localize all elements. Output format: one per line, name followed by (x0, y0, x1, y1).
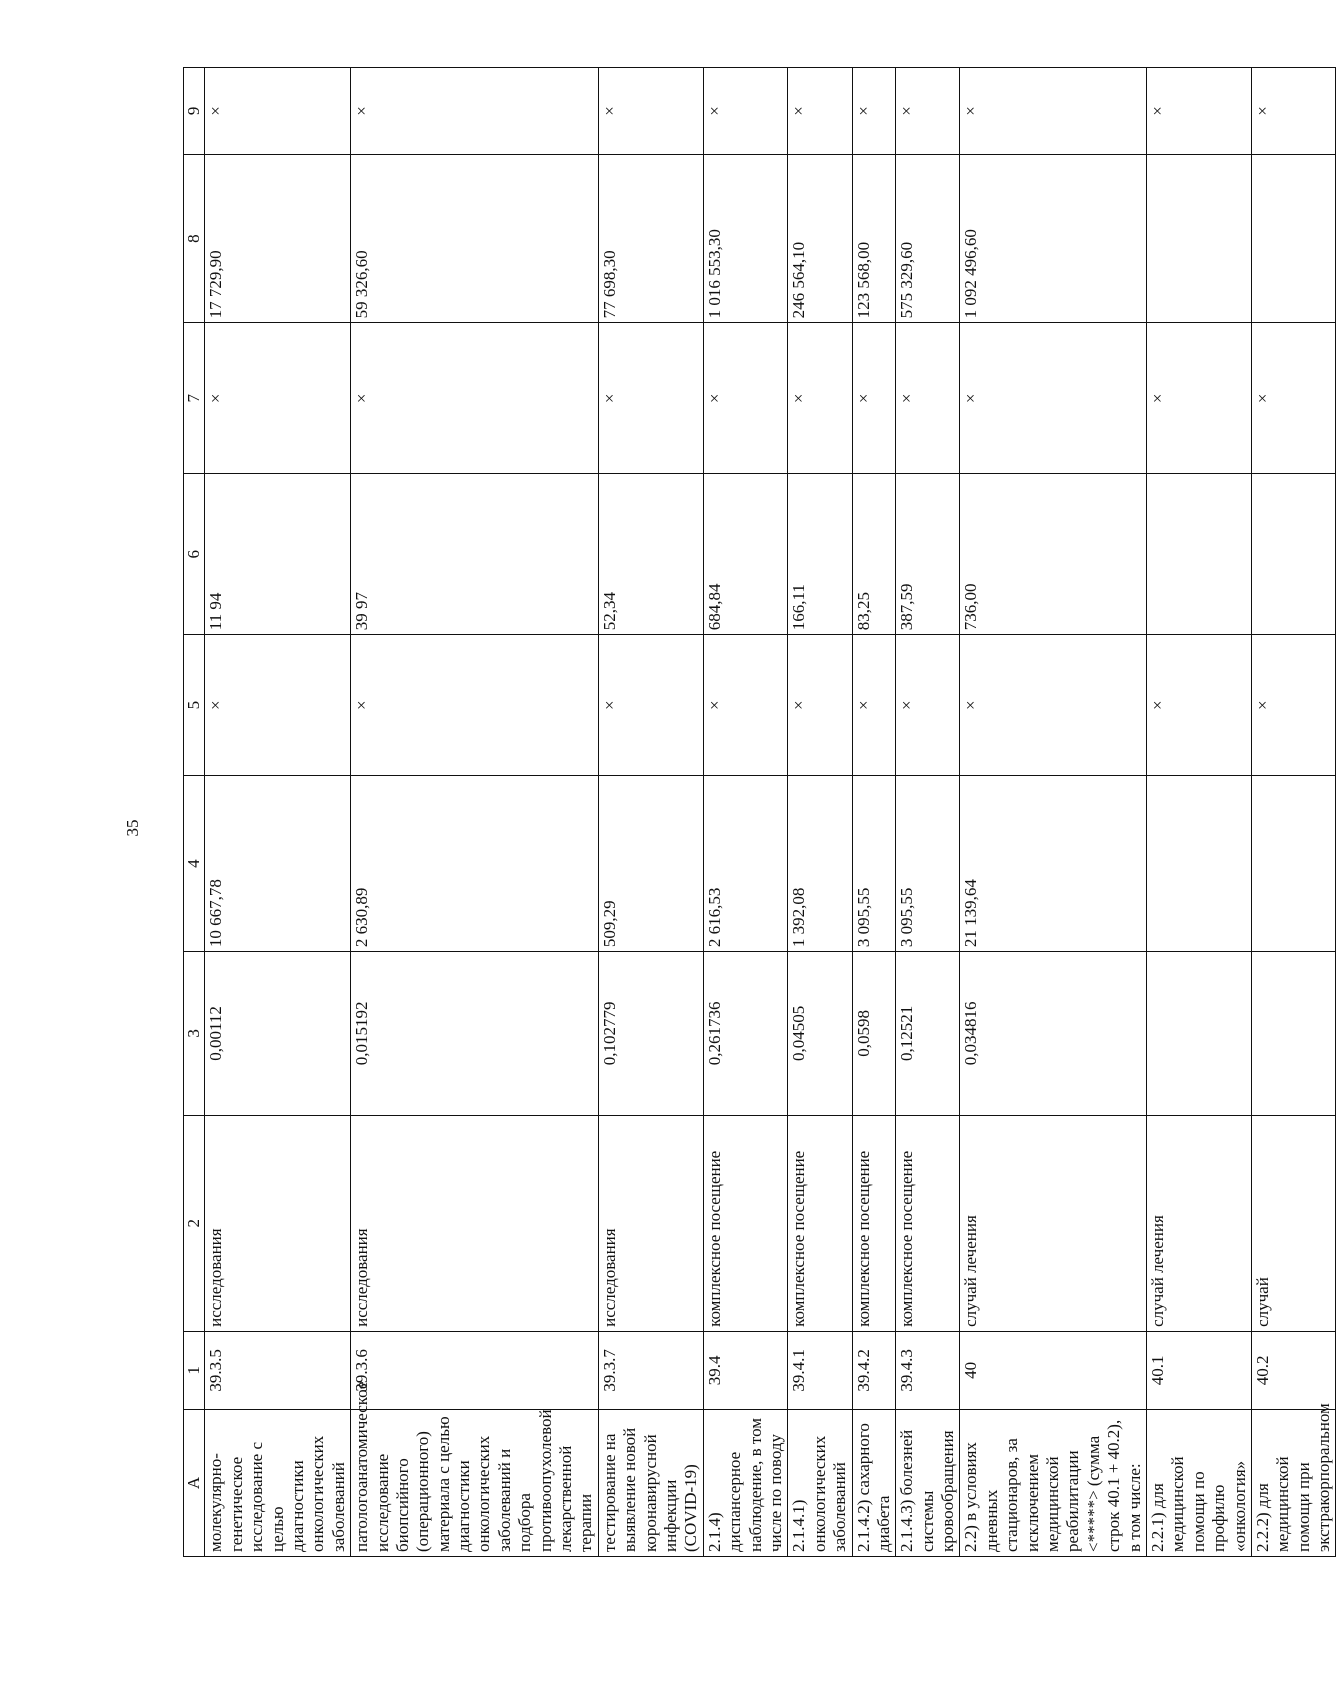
cell-c5: × (351, 635, 599, 776)
cell-a: патологоанатомическое исследование биопсийного (операционного) материала с целью диагностики онкологических заболеваний и подбора противоопухолевой лекарственной терапии (351, 1409, 599, 1556)
table-row (703, 68, 788, 1557)
cell-c1: 39.3.7 (598, 1331, 703, 1409)
cell-a: 2.1.4.1) онкологических заболеваний (788, 1409, 852, 1556)
cell-c3: 0,04505 (788, 952, 852, 1115)
cell-c4 (1146, 776, 1251, 952)
cell-c4: 10 667,78 (205, 776, 351, 952)
cell-a: молекулярно-генетическое исследование с целью диагностики онкологических заболеваний (205, 1409, 351, 1556)
cell-c1: 40 (960, 1331, 1147, 1409)
cell-c8: 246 564,10 (788, 154, 852, 323)
cell-a: 2.2.2) для медицинской помощи при экстракорпоральном (1251, 1409, 1336, 1556)
cell-c3: 0,12521 (896, 952, 960, 1115)
cell-a: 2.1.4) диспансерное наблюдение, в том числе по поводу (703, 1409, 788, 1556)
cell-c4: 3 095,55 (852, 776, 896, 952)
table-row (598, 68, 703, 1557)
cell-c4: 1 392,08 (788, 776, 852, 952)
header-row (184, 68, 205, 1557)
cell-c3: 0,0598 (852, 952, 896, 1115)
cell-c7: × (896, 323, 960, 474)
cell-a: 2.2) в условиях дневных стационаров, за исключением медицинской реабилитации <*****> (сумма строк 40.1 + 40.2), в том числе: (960, 1409, 1147, 1556)
cell-c6: 52,34 (598, 474, 703, 635)
column-header-4: 4 (184, 776, 205, 952)
cell-c8 (1251, 154, 1336, 323)
cell-c3: 0,102779 (598, 952, 703, 1115)
cell-c1: 39.4.3 (896, 1331, 960, 1409)
cell-c2: случай (1251, 1115, 1336, 1331)
cell-c6 (1251, 474, 1336, 635)
column-header-7: 7 (184, 323, 205, 474)
cell-a: 2.2.1) для медицинской помощи по профилю «онкология» (1146, 1409, 1251, 1556)
table-row (960, 68, 1147, 1557)
cell-c6: 11 94 (205, 474, 351, 635)
cell-c7: × (1146, 323, 1251, 474)
cell-c7: × (598, 323, 703, 474)
cell-c9: × (960, 68, 1147, 155)
cell-c3: 0,015192 (351, 952, 599, 1115)
cell-c7: × (852, 323, 896, 474)
table-row (852, 68, 896, 1557)
table-row (205, 68, 351, 1557)
cell-c6: 39 97 (351, 474, 599, 635)
cell-c3 (1251, 952, 1336, 1115)
cell-c2: комплексное посещение (703, 1115, 788, 1331)
cell-c7: × (1251, 323, 1336, 474)
cell-c9: × (852, 68, 896, 155)
column-header-9: 9 (184, 68, 205, 155)
cell-c8: 575 329,60 (896, 154, 960, 323)
cell-c9: × (703, 68, 788, 155)
cell-c5: × (788, 635, 852, 776)
table-row (896, 68, 960, 1557)
cell-c5: × (205, 635, 351, 776)
cell-c8: 59 326,60 (351, 154, 599, 323)
cell-c3 (1146, 952, 1251, 1115)
cell-c7: × (960, 323, 1147, 474)
column-header-8: 8 (184, 154, 205, 323)
cell-c2: исследования (598, 1115, 703, 1331)
cell-c5: × (1251, 635, 1336, 776)
cell-c9: × (788, 68, 852, 155)
column-header-2: 2 (184, 1115, 205, 1331)
cell-c3: 0,261736 (703, 952, 788, 1115)
cell-c4: 509,29 (598, 776, 703, 952)
cell-c2: исследования (351, 1115, 599, 1331)
cell-c6 (1146, 474, 1251, 635)
cell-c6: 387,59 (896, 474, 960, 635)
cell-c1: 40.2 (1251, 1331, 1336, 1409)
cell-c8: 1 092 496,60 (960, 154, 1147, 323)
cell-c1: 39.4.2 (852, 1331, 896, 1409)
column-header-6: 6 (184, 474, 205, 635)
cell-c2: комплексное посещение (852, 1115, 896, 1331)
cell-c5: × (896, 635, 960, 776)
cell-c7: × (788, 323, 852, 474)
cell-c2: исследования (205, 1115, 351, 1331)
cell-c8 (1146, 154, 1251, 323)
cell-c8: 77 698,30 (598, 154, 703, 323)
cell-c1: 39.4 (703, 1331, 788, 1409)
cell-c5: × (598, 635, 703, 776)
cell-c4: 2 630,89 (351, 776, 599, 952)
cell-c7: × (205, 323, 351, 474)
cell-c9: × (351, 68, 599, 155)
cell-c2: комплексное посещение (788, 1115, 852, 1331)
table-row (1251, 68, 1336, 1557)
column-header-3: 3 (184, 952, 205, 1115)
cell-c7: × (351, 323, 599, 474)
column-header-1: 1 (184, 1331, 205, 1409)
cell-c1: 39.3.6 (351, 1331, 599, 1409)
cell-c5: × (1146, 635, 1251, 776)
cell-c9: × (896, 68, 960, 155)
data-table (183, 67, 1336, 1557)
cell-c6: 684,84 (703, 474, 788, 635)
cell-c2: случай лечения (960, 1115, 1147, 1331)
cell-c9: × (205, 68, 351, 155)
cell-c1: 39.3.5 (205, 1331, 351, 1409)
cell-c3: 0,00112 (205, 952, 351, 1115)
cell-c6: 83,25 (852, 474, 896, 635)
cell-a: тестирование на выявление новой коронавирусной инфекции (COVID-19) (598, 1409, 703, 1556)
page-number: 35 (123, 819, 142, 837)
cell-c1: 39.4.1 (788, 1331, 852, 1409)
cell-a: 2.1.4.3) болезней системы кровообращения (896, 1409, 960, 1556)
cell-c5: × (852, 635, 896, 776)
cell-c1: 40.1 (1146, 1331, 1251, 1409)
cell-c3: 0,034816 (960, 952, 1147, 1115)
cell-c2: комплексное посещение (896, 1115, 960, 1331)
cell-c5: × (703, 635, 788, 776)
table-body (184, 68, 1336, 1557)
table-row (788, 68, 852, 1557)
rotated-table-wrapper (183, 67, 1334, 1557)
column-header-5: 5 (184, 635, 205, 776)
cell-c8: 17 729,90 (205, 154, 351, 323)
cell-c4 (1251, 776, 1336, 952)
cell-c7: × (703, 323, 788, 474)
cell-c4: 21 139,64 (960, 776, 1147, 952)
column-header-0: А (184, 1409, 205, 1556)
cell-c9: × (1251, 68, 1336, 155)
cell-c4: 3 095,55 (896, 776, 960, 952)
cell-c4: 2 616,53 (703, 776, 788, 952)
cell-c8: 123 568,00 (852, 154, 896, 323)
table-row (351, 68, 599, 1557)
cell-c5: × (960, 635, 1147, 776)
cell-c6: 166,11 (788, 474, 852, 635)
cell-a: 2.1.4.2) сахарного диабета (852, 1409, 896, 1556)
cell-c2: случай лечения (1146, 1115, 1251, 1331)
cell-c9: × (1146, 68, 1251, 155)
table-row (1146, 68, 1251, 1557)
cell-c8: 1 016 553,30 (703, 154, 788, 323)
cell-c9: × (598, 68, 703, 155)
cell-c6: 736,00 (960, 474, 1147, 635)
